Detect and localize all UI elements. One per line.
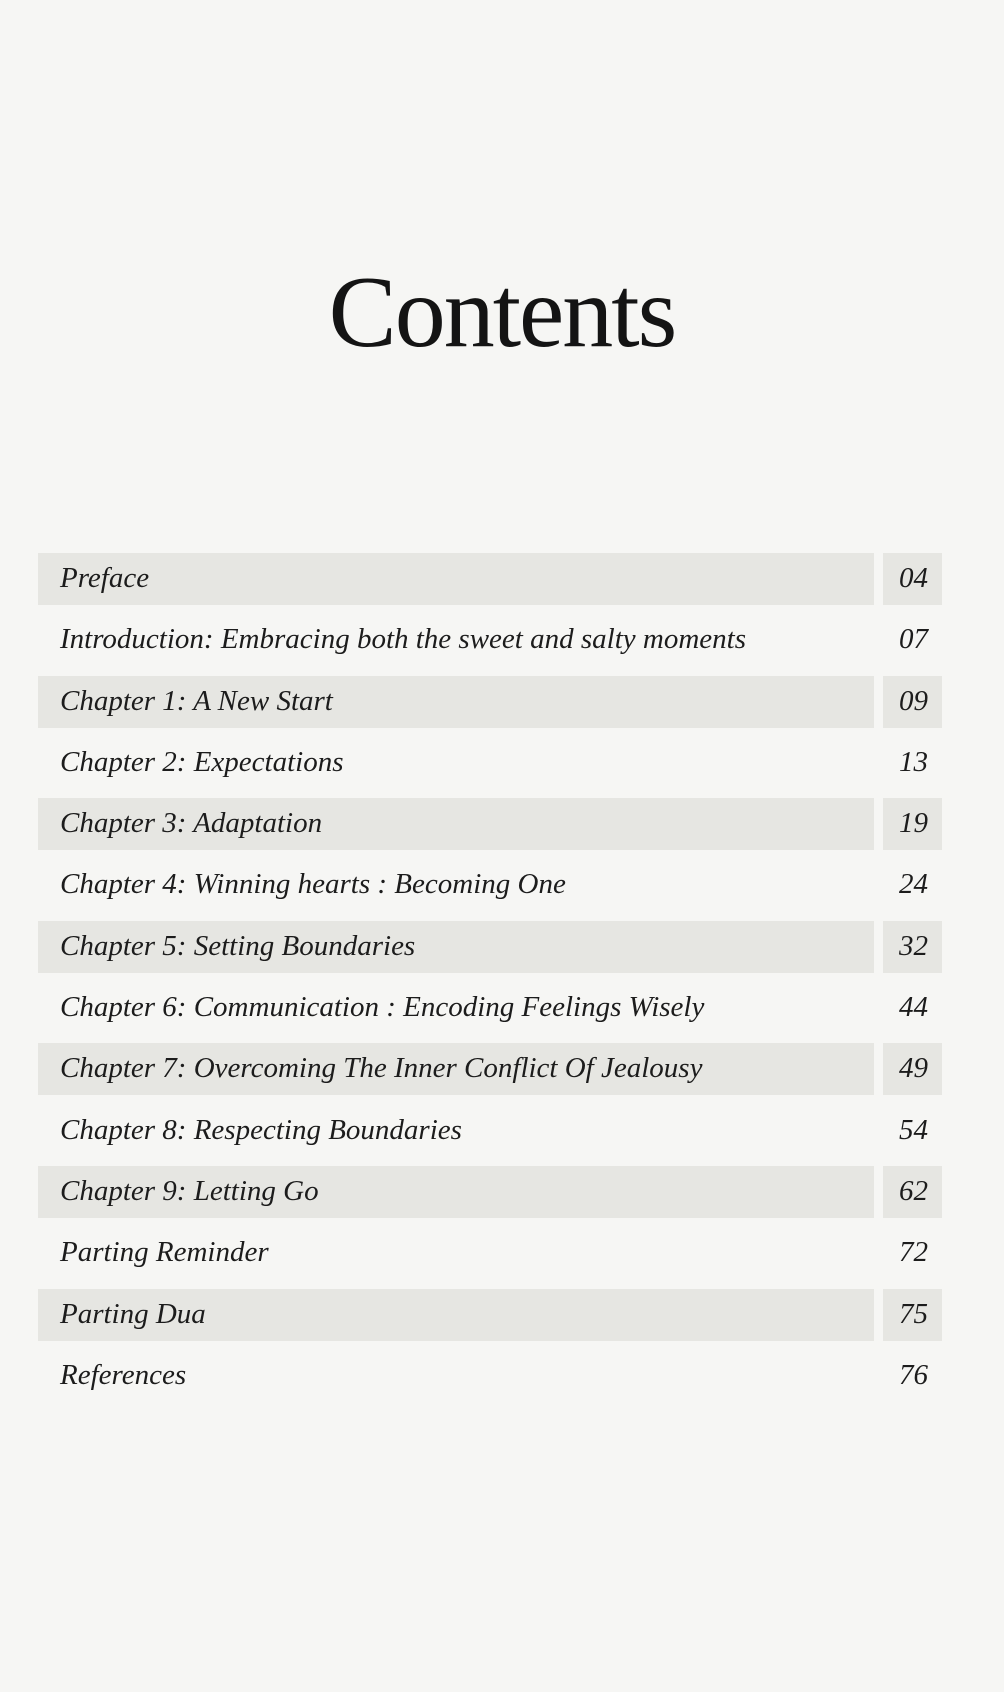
toc-entry[interactable] [38, 1105, 942, 1166]
toc-page-cell [883, 798, 942, 850]
toc-entry-label: Parting Reminder [60, 1236, 269, 1269]
toc-page-number: 54 [899, 1113, 928, 1146]
toc-entry-label: References [60, 1358, 187, 1391]
toc-title-cell [38, 859, 874, 911]
table-of-contents [38, 553, 942, 1411]
page-title: Contents [328, 256, 676, 369]
toc-page-number: 76 [899, 1358, 928, 1391]
toc-page-number: 07 [899, 623, 928, 656]
toc-page-cell [883, 553, 942, 605]
toc-page-number: 44 [899, 991, 928, 1024]
toc-page-number: 72 [899, 1236, 928, 1269]
toc-page-number: 49 [899, 1052, 928, 1085]
toc-entry[interactable] [38, 1043, 942, 1104]
toc-entry-label: Chapter 4: Winning hearts : Becoming One [60, 868, 566, 901]
toc-page-cell [883, 982, 942, 1034]
toc-entry-label: Introduction: Embracing both the sweet and salty moments [60, 623, 746, 656]
toc-title-cell [38, 1166, 874, 1218]
toc-page-cell [883, 1350, 942, 1402]
toc-entry[interactable] [38, 921, 942, 982]
toc-title-cell [38, 921, 874, 973]
toc-page-cell [883, 1166, 942, 1218]
toc-entry[interactable] [38, 614, 942, 675]
toc-title-cell [38, 1105, 874, 1157]
toc-entry-label: Chapter 8: Respecting Boundaries [60, 1113, 462, 1146]
toc-entry-label: Chapter 7: Overcoming The Inner Conflict Of Jealousy [60, 1052, 703, 1085]
toc-page-number: 19 [899, 807, 928, 840]
toc-page-cell [883, 859, 942, 911]
toc-page-number: 75 [899, 1297, 928, 1330]
toc-entry-label: Preface [60, 562, 150, 594]
toc-title-cell [38, 1289, 874, 1341]
toc-entry[interactable] [38, 676, 942, 737]
toc-title-cell [38, 1227, 874, 1279]
toc-entry[interactable] [38, 982, 942, 1043]
toc-entry-label: Parting Dua [60, 1297, 206, 1330]
toc-page-cell [883, 676, 942, 728]
toc-title-cell [38, 553, 874, 605]
toc-page-number: 24 [899, 868, 928, 901]
toc-page-number: 09 [899, 684, 928, 717]
toc-page-cell [883, 1043, 942, 1095]
toc-entry[interactable] [38, 737, 942, 798]
toc-entry-label: Chapter 9: Letting Go [60, 1174, 319, 1207]
toc-entry-label: Chapter 5: Setting Boundaries [60, 929, 416, 962]
toc-entry[interactable] [38, 859, 942, 920]
toc-title-cell [38, 737, 874, 789]
toc-title-cell [38, 676, 874, 728]
toc-entry[interactable] [38, 1166, 942, 1227]
toc-page-cell [883, 614, 942, 666]
toc-page-number: 04 [899, 562, 928, 594]
toc-entry[interactable] [38, 1289, 942, 1350]
toc-page-cell [883, 1105, 942, 1157]
toc-title-cell [38, 798, 874, 850]
toc-page-cell [883, 1227, 942, 1279]
toc-entry-label: Chapter 6: Communication : Encoding Feelings Wisely [60, 991, 705, 1024]
toc-title-cell [38, 982, 874, 1034]
toc-entry-label: Chapter 2: Expectations [60, 745, 344, 778]
toc-page-number: 32 [899, 929, 928, 962]
toc-page-number: 62 [899, 1174, 928, 1207]
toc-page-cell [883, 921, 942, 973]
toc-entry[interactable] [38, 1227, 942, 1288]
toc-page-cell [883, 1289, 942, 1341]
toc-entry-label: Chapter 3: Adaptation [60, 807, 323, 840]
toc-title-cell [38, 1043, 874, 1095]
toc-entry[interactable] [38, 798, 942, 859]
toc-title-cell [38, 614, 874, 666]
toc-title-cell [38, 1350, 874, 1402]
toc-entry[interactable] [38, 1350, 942, 1411]
toc-entry[interactable] [38, 553, 942, 614]
toc-page-number: 13 [899, 745, 928, 778]
toc-entry-label: Chapter 1: A New Start [60, 684, 333, 717]
toc-page-cell [883, 737, 942, 789]
